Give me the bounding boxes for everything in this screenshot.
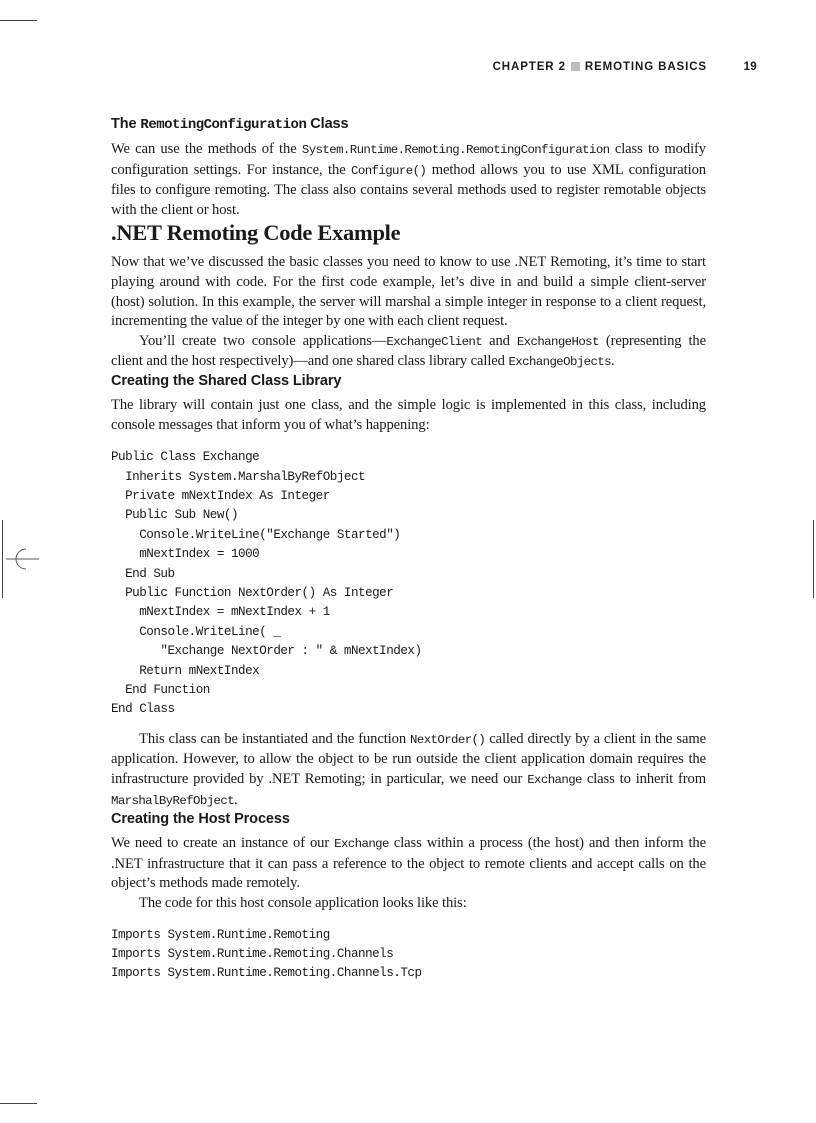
heading-remoting-configuration xyxy=(111,116,706,133)
paragraph xyxy=(111,834,706,894)
paragraph: The code for this host console application looks like this: xyxy=(139,894,467,911)
chapter-number: CHAPTER 2 xyxy=(492,61,566,73)
text-run: You’ll create two console applications— xyxy=(139,332,387,349)
code-line: End Function xyxy=(111,683,210,697)
code-line: Console.WriteLine( _ xyxy=(111,624,281,639)
text-run: and xyxy=(489,332,510,349)
code-listing-imports xyxy=(111,926,706,984)
code-line: Imports System.Runtime.Remoting.Channels xyxy=(111,946,394,961)
text-run: This class can be instantiated and the function xyxy=(139,730,407,747)
text-run: class to inherit from xyxy=(586,771,706,787)
code-line: "Exchange NextOrder : " & mNextIndex) xyxy=(111,644,422,659)
chapter-title: REMOTING BASICS xyxy=(584,61,707,73)
inline-code: NextOrder() xyxy=(410,732,486,747)
inline-code: Configure() xyxy=(351,163,427,178)
code-line: mNextIndex = mNextIndex + 1 xyxy=(111,605,330,620)
chapter-label xyxy=(493,61,707,73)
inline-code: Exchange xyxy=(527,773,582,787)
heading-text: The xyxy=(111,116,137,132)
code-line: Imports System.Runtime.Remoting.Channels.Tcp xyxy=(111,966,422,981)
code-line: Console.WriteLine("Exchange Started") xyxy=(111,527,401,542)
text-run: We can use the methods of the xyxy=(111,141,297,157)
code-line: Public Sub New() xyxy=(111,508,239,523)
code-line: mNextIndex = 1000 xyxy=(111,547,260,562)
code-line: Public Class Exchange xyxy=(111,450,260,465)
page-body xyxy=(111,116,706,984)
running-header xyxy=(0,61,757,77)
inline-code: MarshalByRefObject xyxy=(111,793,235,808)
header-separator-icon xyxy=(571,62,580,71)
paragraph: The library will contain just one class, and the simple logic is implemented in this class, including console messages that inform you of what’s happening: xyxy=(111,396,706,433)
text-run: . xyxy=(234,791,238,808)
registration-mark-icon xyxy=(6,546,40,572)
crop-mark-top-left xyxy=(0,20,37,21)
paragraph xyxy=(111,730,706,811)
inline-code: ExchangeHost xyxy=(516,334,599,349)
heading-code-example: .NET Remoting Code Example xyxy=(111,220,401,246)
crop-mark-bottom-left xyxy=(0,1103,37,1104)
paragraph xyxy=(111,332,706,373)
text-run: class to modify configuration settings. For instance, the xyxy=(111,141,706,178)
code-line: End Class xyxy=(111,702,175,717)
inline-code: ExchangeClient xyxy=(386,334,483,349)
code-line: Inherits System.MarshalByRefObject xyxy=(111,469,366,484)
paragraph xyxy=(111,140,706,220)
text-run: method allows you to use XML configuration files to configure remoting. The class also contains several methods used to register remotable objects with the client or host. xyxy=(111,161,706,218)
heading-shared-class-library: Creating the Shared Class Library xyxy=(111,372,342,389)
heading-text: Class xyxy=(310,116,349,132)
page-number: 19 xyxy=(743,61,757,73)
heading-code: RemotingConfiguration xyxy=(140,117,307,133)
text-run: We need to create an instance of our xyxy=(111,835,330,852)
text-run: called directly by a client in the same application. However, to allow the object to be run outside the client application domain requires the infrastructure provided by .NET Remoting; in particular, we need our xyxy=(111,730,706,787)
code-listing-exchange-class xyxy=(111,448,706,720)
inline-code: ExchangeObjects xyxy=(508,355,611,370)
text-run: . xyxy=(610,353,615,370)
crop-mark-left-bar xyxy=(2,520,3,598)
inline-code: System.Runtime.Remoting.RemotingConfiguration xyxy=(301,143,610,157)
inline-code: Exchange xyxy=(334,837,389,852)
code-line: End Sub xyxy=(111,566,175,581)
heading-host-process: Creating the Host Process xyxy=(111,811,290,828)
code-line: Return mNextIndex xyxy=(111,663,260,678)
crop-mark-right-bar xyxy=(813,520,814,598)
text-run: class within a process (the host) and then inform the .NET infrastructure that it can pass a reference to the object to remote clients and accept calls on the object’s methods made remotely. xyxy=(111,835,706,892)
code-line: Imports System.Runtime.Remoting xyxy=(111,927,330,942)
paragraph: Now that we’ve discussed the basic classes you need to know to use .NET Remoting, it’s time to start playing around with code. For the first code example, let’s dive in and build a simple client-server (host) solution. In this example, the server will marshal a simple integer in response to a client request, incrementing the value of the integer by one with each client request. xyxy=(111,254,706,330)
code-line: Private mNextIndex As Integer xyxy=(111,488,330,503)
code-line: Public Function NextOrder() As Integer xyxy=(111,585,394,600)
text-run: (representing the client and the host respectively)—and one shared class library called xyxy=(111,332,706,370)
